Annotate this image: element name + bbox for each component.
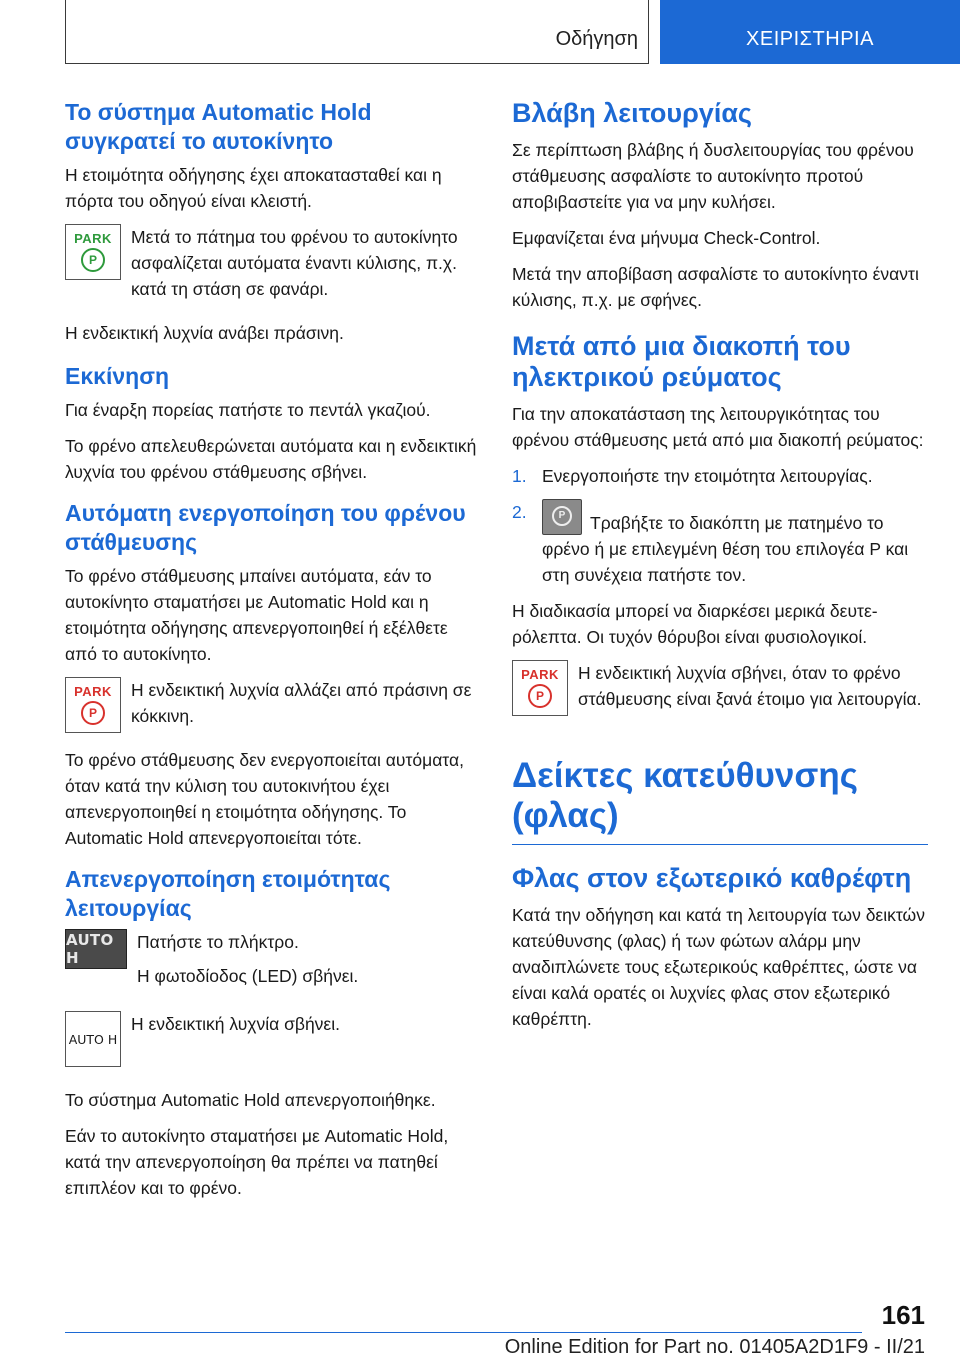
note-park-red-ready — [512, 660, 928, 720]
heading-power-interruption: Μετά από μια διακοπή του ηλεκτρικού ρεύματος — [512, 331, 851, 392]
paragraph: Η ετοιμότητα οδήγησης έχει αποκατασταθεί και η πόρτα του οδηγού είναι κλειστή. — [65, 165, 442, 211]
step-text: Ενεργοποιήστε την ετοιμότητα λειτουργίας. — [542, 466, 873, 486]
paragraph: Η ενδεικτική λυχνία αλλάζει από πράσινη σε κόκκινη. — [131, 680, 472, 726]
list-item — [512, 499, 928, 588]
paragraph: Για έναρξη πορείας πατήστε το πεντάλ γκαζιού. — [65, 400, 431, 420]
paragraph: Το φρένο στάθμευσης μπαίνει αυτόματα, εάν το αυτοκίνητο σταματήσει με Automatic Hold και η ετοιμότητα οδήγησης απενεργοποιηθεί ή εξέλθετε από το αυτοκίνητο. — [65, 566, 448, 664]
page-number: 161 — [881, 1300, 925, 1330]
paragraph: Το φρένο απελευθερώνεται αυτόματα και η ενδεικτική λυχνία του φρένου στάθμευσης σβήνει. — [65, 436, 477, 482]
paragraph: Για την αποκατάσταση της λειτουργικότητας του φρένου στάθμευσης μετά από μια διακοπή ρεύματος: — [512, 404, 924, 450]
heading-mirror-turn-signal: Φλας στον εξωτερικό καθρέφτη — [512, 863, 912, 893]
note-park-green — [65, 224, 477, 310]
paragraph: Το σύστημα Automatic Hold απενεργοποιήθηκε. — [65, 1090, 436, 1110]
footer-divider — [65, 1332, 862, 1333]
paragraph: Μετά το πάτημα του φρένου το αυτοκίνητο ασφαλίζεται αυτόματα έναντι κύλισης, π.χ. κατά τη στάση σε φανάρι. — [131, 227, 458, 299]
right-column — [512, 98, 928, 1042]
park-indicator-red-icon: PARK P — [65, 677, 121, 733]
step-number: 2. — [512, 502, 527, 522]
paragraph: Κατά την οδήγηση και κατά τη λειτουργία των δεικτών κατεύθυνσης (φλας) ή των φώτων αλάρμ μην αναδιπλώνετε τους εξωτερικούς καθρέπτες, ώστε να είναι καλά ορατές οι λυχνίες φλας στον εξωτερικό καθρέπτη. — [512, 905, 925, 1029]
note-auto-h-button — [65, 929, 477, 997]
paragraph: Μετά την αποβίβαση ασφαλίστε το αυτοκίνητο έναντι κύλισης, π.χ. με σφήνες. — [512, 264, 919, 310]
parking-brake-switch-icon: P — [542, 499, 582, 535]
paragraph: Η ενδεικτική λυχνία σβήνει. — [131, 1014, 340, 1034]
chapter-title-turn-signals: Δείκτες κατεύθυνσης (φλας) — [512, 756, 928, 845]
paragraph: Το φρένο στάθμευσης δεν ενεργοποιείται αυτόματα, όταν κατά την κύλιση του αυτοκινήτου έχει απενεργοποιηθεί η ετοιμότητα οδήγησης. Το Automatic Hold απενεργοποιείται τότε. — [65, 750, 464, 848]
auto-h-indicator-icon: AUTO H — [65, 1011, 121, 1067]
paragraph: Εμφανίζεται ένα μήνυμα Check-Control. — [512, 228, 821, 248]
header-chapter-label: ΧΕΙΡΙΣΤΗΡΙΑ — [746, 28, 874, 50]
heading-malfunction: Βλάβη λειτουργίας — [512, 98, 752, 128]
step-number: 1. — [512, 466, 527, 486]
header-section-title: Οδήγηση — [555, 28, 638, 50]
paragraph: Η ενδεικτική λυχνία σβήνει, όταν το φρένο στάθμευσης είναι ξανά έτοιμο για λειτουργία. — [578, 663, 922, 709]
step-text: Τραβήξτε το διακόπτη με πατημένο το φρένο ή με επιλεγμένη θέση του επιλογέα P και στη συνέχεια πατήστε τον. — [542, 513, 909, 585]
paragraph: Η ενδεικτική λυχνία ανάβει πράσινη. — [65, 323, 344, 343]
note-park-red — [65, 677, 477, 737]
heading-start: Εκκίνηση — [65, 363, 170, 389]
park-indicator-green-icon: PARK P — [65, 224, 121, 280]
paragraph: Πατήστε το πλήκτρο. — [137, 932, 299, 952]
heading-deactivation: Απενεργοποίηση ετοιμότητας λειτουργίας — [65, 866, 391, 921]
note-auto-h-indicator — [65, 1011, 477, 1067]
left-column — [65, 98, 477, 1211]
list-item — [512, 463, 928, 489]
park-indicator-red-icon: PARK P — [512, 660, 568, 716]
heading-auto-park-brake: Αυτόματη ενεργοποίηση του φρένου στάθμευσης — [65, 500, 466, 555]
heading-automatic-hold: Το σύστημα Automatic Hold συγκρατεί το αυτοκίνητο — [65, 99, 372, 154]
header-chapter-tab[interactable] — [660, 0, 960, 64]
paragraph: Η διαδικασία μπορεί να διαρκέσει μερικά δευτερόλεπτα. Οι τυχόν θόρυβοι είναι φυσιολογικοί. — [512, 601, 878, 647]
edition-text: Online Edition for Part no. 01405A2D1F9 - II/21 — [504, 1336, 925, 1358]
paragraph: Η φωτοδίοδος (LED) σβήνει. — [137, 966, 359, 986]
paragraph: Εάν το αυτοκίνητο σταματήσει με Automatic Hold, κατά την απενεργοποίηση θα πρέπει να πατηθεί επιπλέον και το φρένο. — [65, 1126, 449, 1198]
page-header — [0, 0, 960, 64]
auto-h-button-icon: AUTO H — [65, 929, 127, 969]
paragraph: Σε περίπτωση βλάβης ή δυσλειτουργίας του φρένου στάθμευσης ασφαλίστε το αυτοκίνητο προτού αποβιβαστείτε για να μην κυλήσει. — [512, 140, 914, 212]
